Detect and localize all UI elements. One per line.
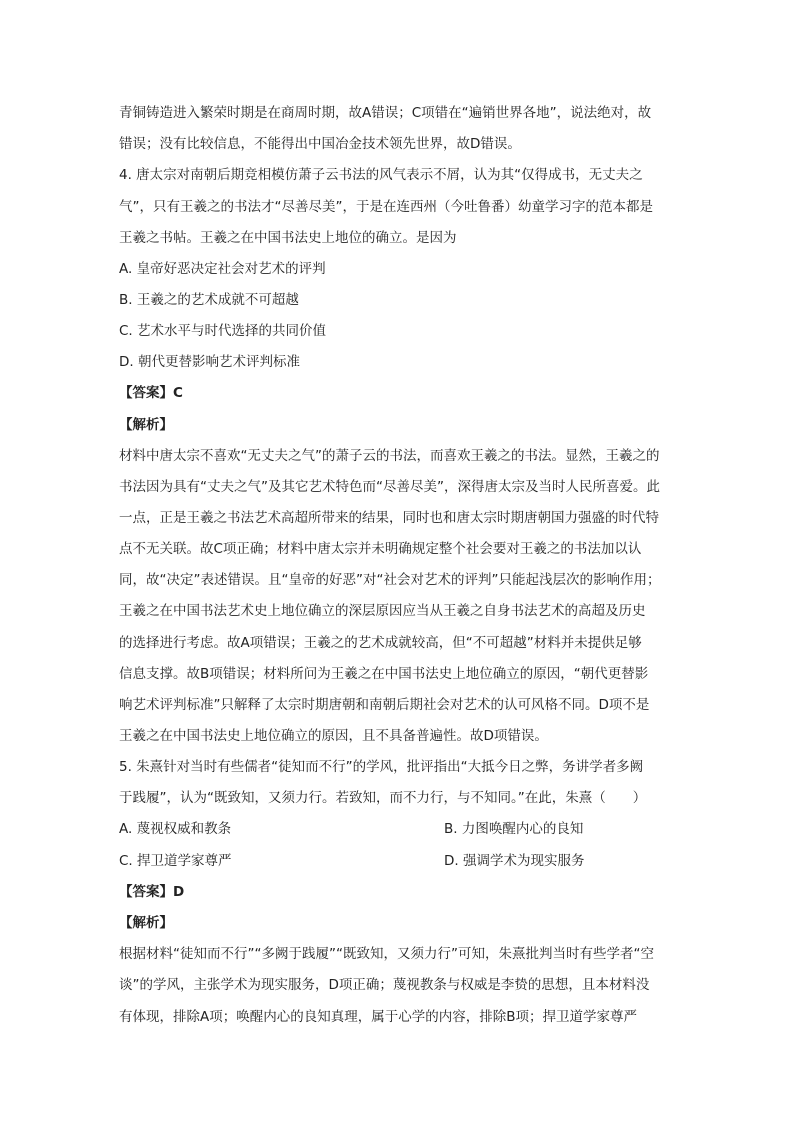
question-5-analysis-heading: 【解析】: [119, 915, 173, 931]
analysis-line: 王羲之在中国书法艺术史上地位确立的深层原因应当从王羲之自身书法艺术的高超及历史: [119, 603, 646, 619]
analysis-line: 书法因为具有“丈夫之气”及其它艺术特色而“尽善尽美”，深得唐太宗及当时人民所喜爱。此: [119, 479, 660, 495]
question-5-answer: 【答案】D: [119, 884, 185, 900]
question-4-analysis-heading: 【解析】: [119, 417, 173, 433]
analysis-line: 根据材料“徒知而不行”“多阙于践履”“既致知，又须力行”可知，朱熹批判当时有些学者“空: [119, 946, 654, 962]
question-5-option-c: C. 捍卫道学家尊严: [119, 853, 232, 869]
analysis-line: 有体现，排除A项；唤醒内心的良知真理，属于心学的内容，排除B项；捍卫道学家尊严: [119, 1009, 637, 1025]
analysis-line: 材料中唐太宗不喜欢“无丈夫之气”的萧子云的书法，而喜欢王羲之的书法。显然，王羲之的: [119, 448, 660, 464]
question-4-stem: 4. 唐太宗对南朝后期竞相模仿萧子云书法的风气表示不屑，认为其“仅得成书，无丈夫之: [119, 167, 643, 183]
analysis-line: 点不无关联。故C项正确；材料中唐太宗并未明确规定整个社会要对王羲之的书法加以认: [119, 541, 642, 557]
question-5-option-b: B. 力图唤醒内心的良知: [444, 821, 584, 837]
analysis-line: 一点，正是王羲之书法艺术高超所带来的结果，同时也和唐太宗时期唐朝国力强盛的时代特: [119, 510, 659, 526]
question-4-stem: 气”，只有王羲之的书法才“尽善尽美”，于是在连西州（今吐鲁番）幼童学习字的范本都是: [119, 199, 653, 215]
text-line: 错误；没有比较信息，不能得出中国冶金技术领先世界，故D错误。: [119, 136, 521, 152]
question-4-option-b: B. 王羲之的艺术成就不可超越: [119, 292, 299, 308]
analysis-line: 王羲之在中国书法史上地位确立的原因，且不具备普遍性。故D项错误。: [119, 728, 548, 744]
text-line: 青铜铸造进入繁荣时期是在商周时期，故A错误；C项错在“遍销世界各地”，说法绝对，故: [119, 105, 652, 121]
question-5-stem: 5. 朱熹针对当时有些儒者“徒知而不行”的学风，批评指出“大抵今日之弊，务讲学者多阙: [119, 759, 644, 775]
analysis-line: 响艺术评判标准”只解释了太宗时期唐朝和南朝后期社会对艺术的认可风格不同。D项不是: [119, 697, 650, 713]
question-4-answer: 【答案】C: [119, 385, 183, 401]
question-4-option-a: A. 皇帝好恶决定社会对艺术的评判: [119, 261, 326, 277]
analysis-line: 信息支撑。故B项错误；材料所问为王羲之在中国书法史上地位确立的原因，“朝代更替影: [119, 666, 649, 682]
question-4-option-d: D. 朝代更替影响艺术评判标准: [119, 354, 300, 370]
question-5-stem: 于践履”，认为“既致知，又须力行。若致知，而不力行，与不知同。”在此，朱熹（ ）: [119, 790, 647, 806]
question-4-stem: 王羲之书帖。王羲之在中国书法史上地位的确立。是因为: [119, 230, 457, 246]
question-5-option-d: D. 强调学术为现实服务: [444, 853, 585, 869]
question-5-option-a: A. 蔑视权威和教条: [119, 821, 232, 837]
analysis-line: 的选择进行考虑。故A项错误；王羲之的艺术成就较高，但“不可超越”材料并未提供足够: [119, 635, 642, 651]
analysis-line: 同，故“决定”表述错误。且“皇帝的好恶”对“社会对艺术的评判”只能起浅层次的影响作用；: [119, 572, 661, 588]
question-4-option-c: C. 艺术水平与时代选择的共同价值: [119, 323, 327, 339]
analysis-line: 谈”的学风，主张学术为现实服务，D项正确；蔑视教条与权威是李贽的思想，且本材料没: [119, 977, 650, 993]
